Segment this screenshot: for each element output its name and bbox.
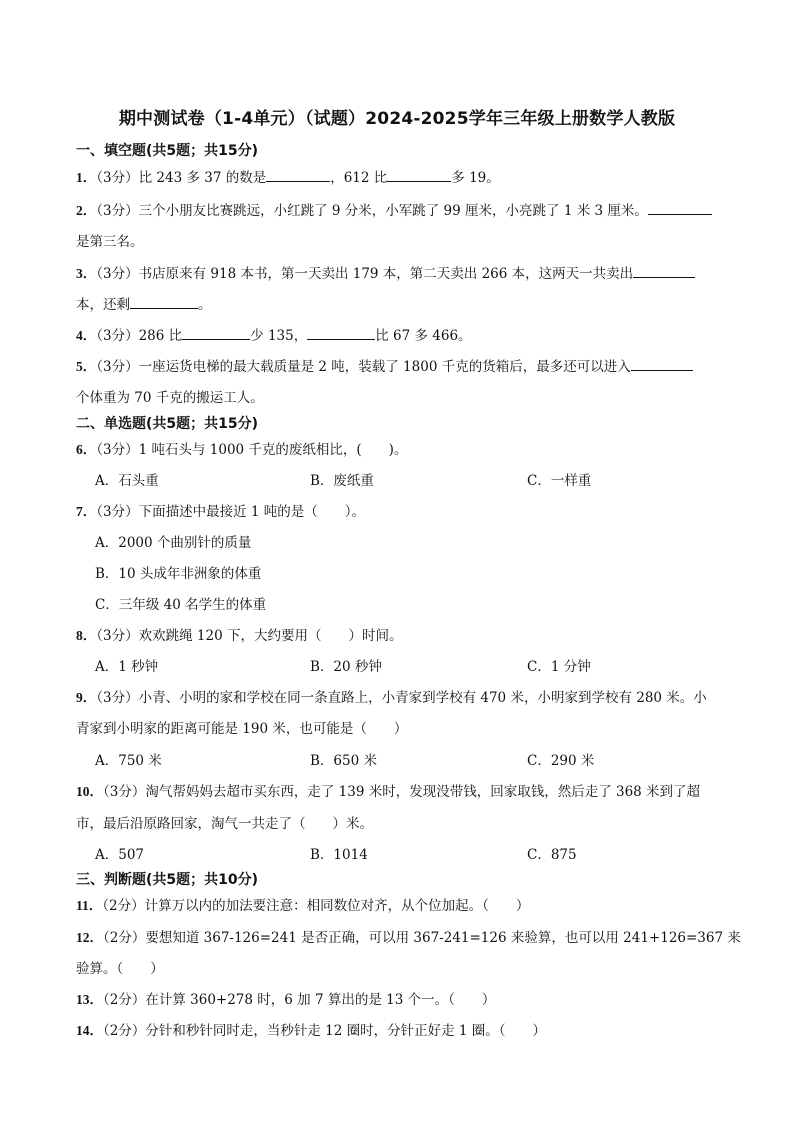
question-text: 1 吨石头与 1000 千克的废纸相比，( )。 (138, 442, 408, 458)
question-points: （3分） (96, 690, 139, 706)
question-number: 9． (76, 690, 97, 705)
question-3 (76, 262, 695, 282)
question-13 (76, 988, 495, 1008)
option-c[interactable]: C．一样重 (527, 473, 592, 489)
option-c[interactable]: C．三年级 40 名学生的体重 (95, 597, 267, 613)
question-5-cont (76, 386, 264, 406)
question-points: （2分） (102, 898, 145, 914)
question-number: 3． (76, 266, 97, 281)
question-text: 一座运货电梯的最大载质量是 2 吨，装载了 1800 千克的货箱后，最多还可以进入 (138, 359, 631, 375)
question-points: （3分） (96, 328, 139, 344)
question-11 (76, 894, 529, 914)
question-6 (76, 438, 407, 458)
question-text: 在计算 360+278 时，6 加 7 算出的是 13 个一。（ ） (145, 992, 496, 1008)
option-b[interactable]: B．1014 (310, 847, 368, 863)
question-3-cont (76, 293, 212, 313)
question-number: 6． (76, 442, 97, 457)
question-text: 少 135， (250, 328, 308, 344)
question-points: （3分） (103, 784, 146, 800)
question-points: （3分） (96, 359, 139, 375)
question-2 (76, 199, 712, 219)
question-number: 4． (76, 328, 97, 343)
option-a[interactable]: A．507 (95, 847, 145, 863)
question-text: 验算。（ ） (76, 961, 164, 977)
answer-blank[interactable] (631, 358, 693, 371)
question-12 (76, 926, 741, 946)
question-points: （3分） (96, 628, 139, 644)
question-number: 11． (76, 898, 103, 913)
question-10 (76, 780, 700, 800)
question-text: 书店原来有 918 本书，第一天卖出 179 本，第二天卖出 266 本，这两天一共卖出 (138, 266, 634, 282)
option-c[interactable]: C．1 分钟 (527, 659, 591, 675)
option-a[interactable]: A．石头重 (95, 473, 159, 489)
question-points: （3分） (96, 504, 139, 520)
question-number: 2． (76, 203, 97, 218)
question-9 (76, 686, 707, 706)
answer-blank[interactable] (307, 327, 375, 340)
question-text: 市，最后沿原路回家，淘气一共走了（ ）米。 (76, 816, 373, 832)
section-heading-single-choice: 二、单选题(共5题；共15分) (76, 416, 259, 432)
question-2-cont (76, 230, 144, 250)
option-a[interactable]: A．2000 个曲别针的质量 (95, 535, 252, 551)
question-text: 下面描述中最接近 1 吨的是（ ）。 (138, 504, 366, 520)
question-points: （2分） (103, 930, 146, 946)
answer-blank[interactable] (633, 265, 695, 278)
question-1 (76, 166, 500, 186)
question-number: 14． (76, 1023, 103, 1038)
question-number: 13． (76, 992, 103, 1007)
answer-blank[interactable] (130, 296, 198, 309)
option-b[interactable]: B．650 米 (310, 753, 377, 769)
option-b[interactable]: B．废纸重 (310, 473, 374, 489)
question-text: 多 19。 (451, 170, 500, 186)
question-text: 。 (198, 297, 212, 313)
question-7 (76, 500, 365, 520)
question-points: （3分） (96, 170, 139, 186)
question-text: 是第三名。 (76, 234, 144, 250)
page-title: 期中测试卷（1-4单元）（试题）2024-2025学年三年级上册数学人教版 (118, 109, 676, 129)
question-text: 要想知道 367-126=241 是否正确，可以用 367-241=126 来验算，也可以用 241+126=367 来 (145, 930, 741, 946)
question-text: 本，还剩 (76, 297, 130, 313)
question-text: ，612 比 (330, 170, 388, 186)
question-number: 10． (76, 784, 103, 799)
question-14 (76, 1019, 546, 1039)
question-12-cont (76, 957, 164, 977)
question-9-cont (76, 717, 407, 737)
question-10-cont (76, 812, 373, 832)
question-4 (76, 324, 472, 344)
question-8 (76, 624, 402, 644)
question-number: 8． (76, 628, 97, 643)
question-number: 1． (76, 170, 97, 185)
option-a[interactable]: A．750 米 (95, 753, 162, 769)
question-text: 三个小朋友比赛跳远，小红跳了 9 分米，小军跳了 99 厘米，小亮跳了 1 米 3 厘米。 (138, 203, 648, 219)
answer-blank[interactable] (648, 202, 712, 215)
question-text: 淘气帮妈妈去超市买东西，走了 139 米时，发现没带钱，回家取钱，然后走了 368 米到了超 (145, 784, 701, 800)
answer-blank[interactable] (182, 327, 250, 340)
section-heading-true-false: 三、判断题(共5题；共10分) (76, 872, 259, 888)
question-text: 计算万以内的加法要注意：相同数位对齐，从个位加起。（ ） (144, 898, 530, 914)
section-heading-fill-blank: 一、填空题(共5题；共15分) (76, 143, 259, 159)
question-text: 小青、小明的家和学校在同一条直路上，小青家到学校有 470 米，小明家到学校有 280 米。小 (138, 690, 707, 706)
question-number: 7． (76, 504, 97, 519)
question-points: （3分） (96, 203, 139, 219)
question-points: （2分） (103, 1023, 146, 1039)
answer-blank[interactable] (266, 169, 330, 182)
option-b[interactable]: B．20 秒钟 (310, 659, 382, 675)
question-5 (76, 355, 693, 375)
question-number: 12． (76, 930, 103, 945)
question-text: 个体重为 70 千克的搬运工人。 (76, 390, 264, 406)
option-c[interactable]: C．875 (527, 847, 577, 863)
question-points: （3分） (96, 266, 139, 282)
question-text: 比 243 多 37 的数是 (138, 170, 267, 186)
question-text: 分针和秒针同时走，当秒针走 12 圈时，分针正好走 1 圈。（ ） (145, 1023, 547, 1039)
option-a[interactable]: A．1 秒钟 (95, 659, 159, 675)
question-number: 5． (76, 359, 97, 374)
question-text: 青家到小明家的距离可能是 190 米，也可能是（ ） (76, 721, 408, 737)
question-points: （3分） (96, 442, 139, 458)
question-text: 欢欢跳绳 120 下，大约要用（ ）时间。 (138, 628, 403, 644)
question-text: 比 67 多 466。 (375, 328, 472, 344)
answer-blank[interactable] (387, 169, 451, 182)
option-c[interactable]: C．290 米 (527, 753, 595, 769)
question-points: （2分） (103, 992, 146, 1008)
option-b[interactable]: B．10 头成年非洲象的体重 (95, 566, 262, 582)
question-text: 286 比 (138, 328, 183, 344)
